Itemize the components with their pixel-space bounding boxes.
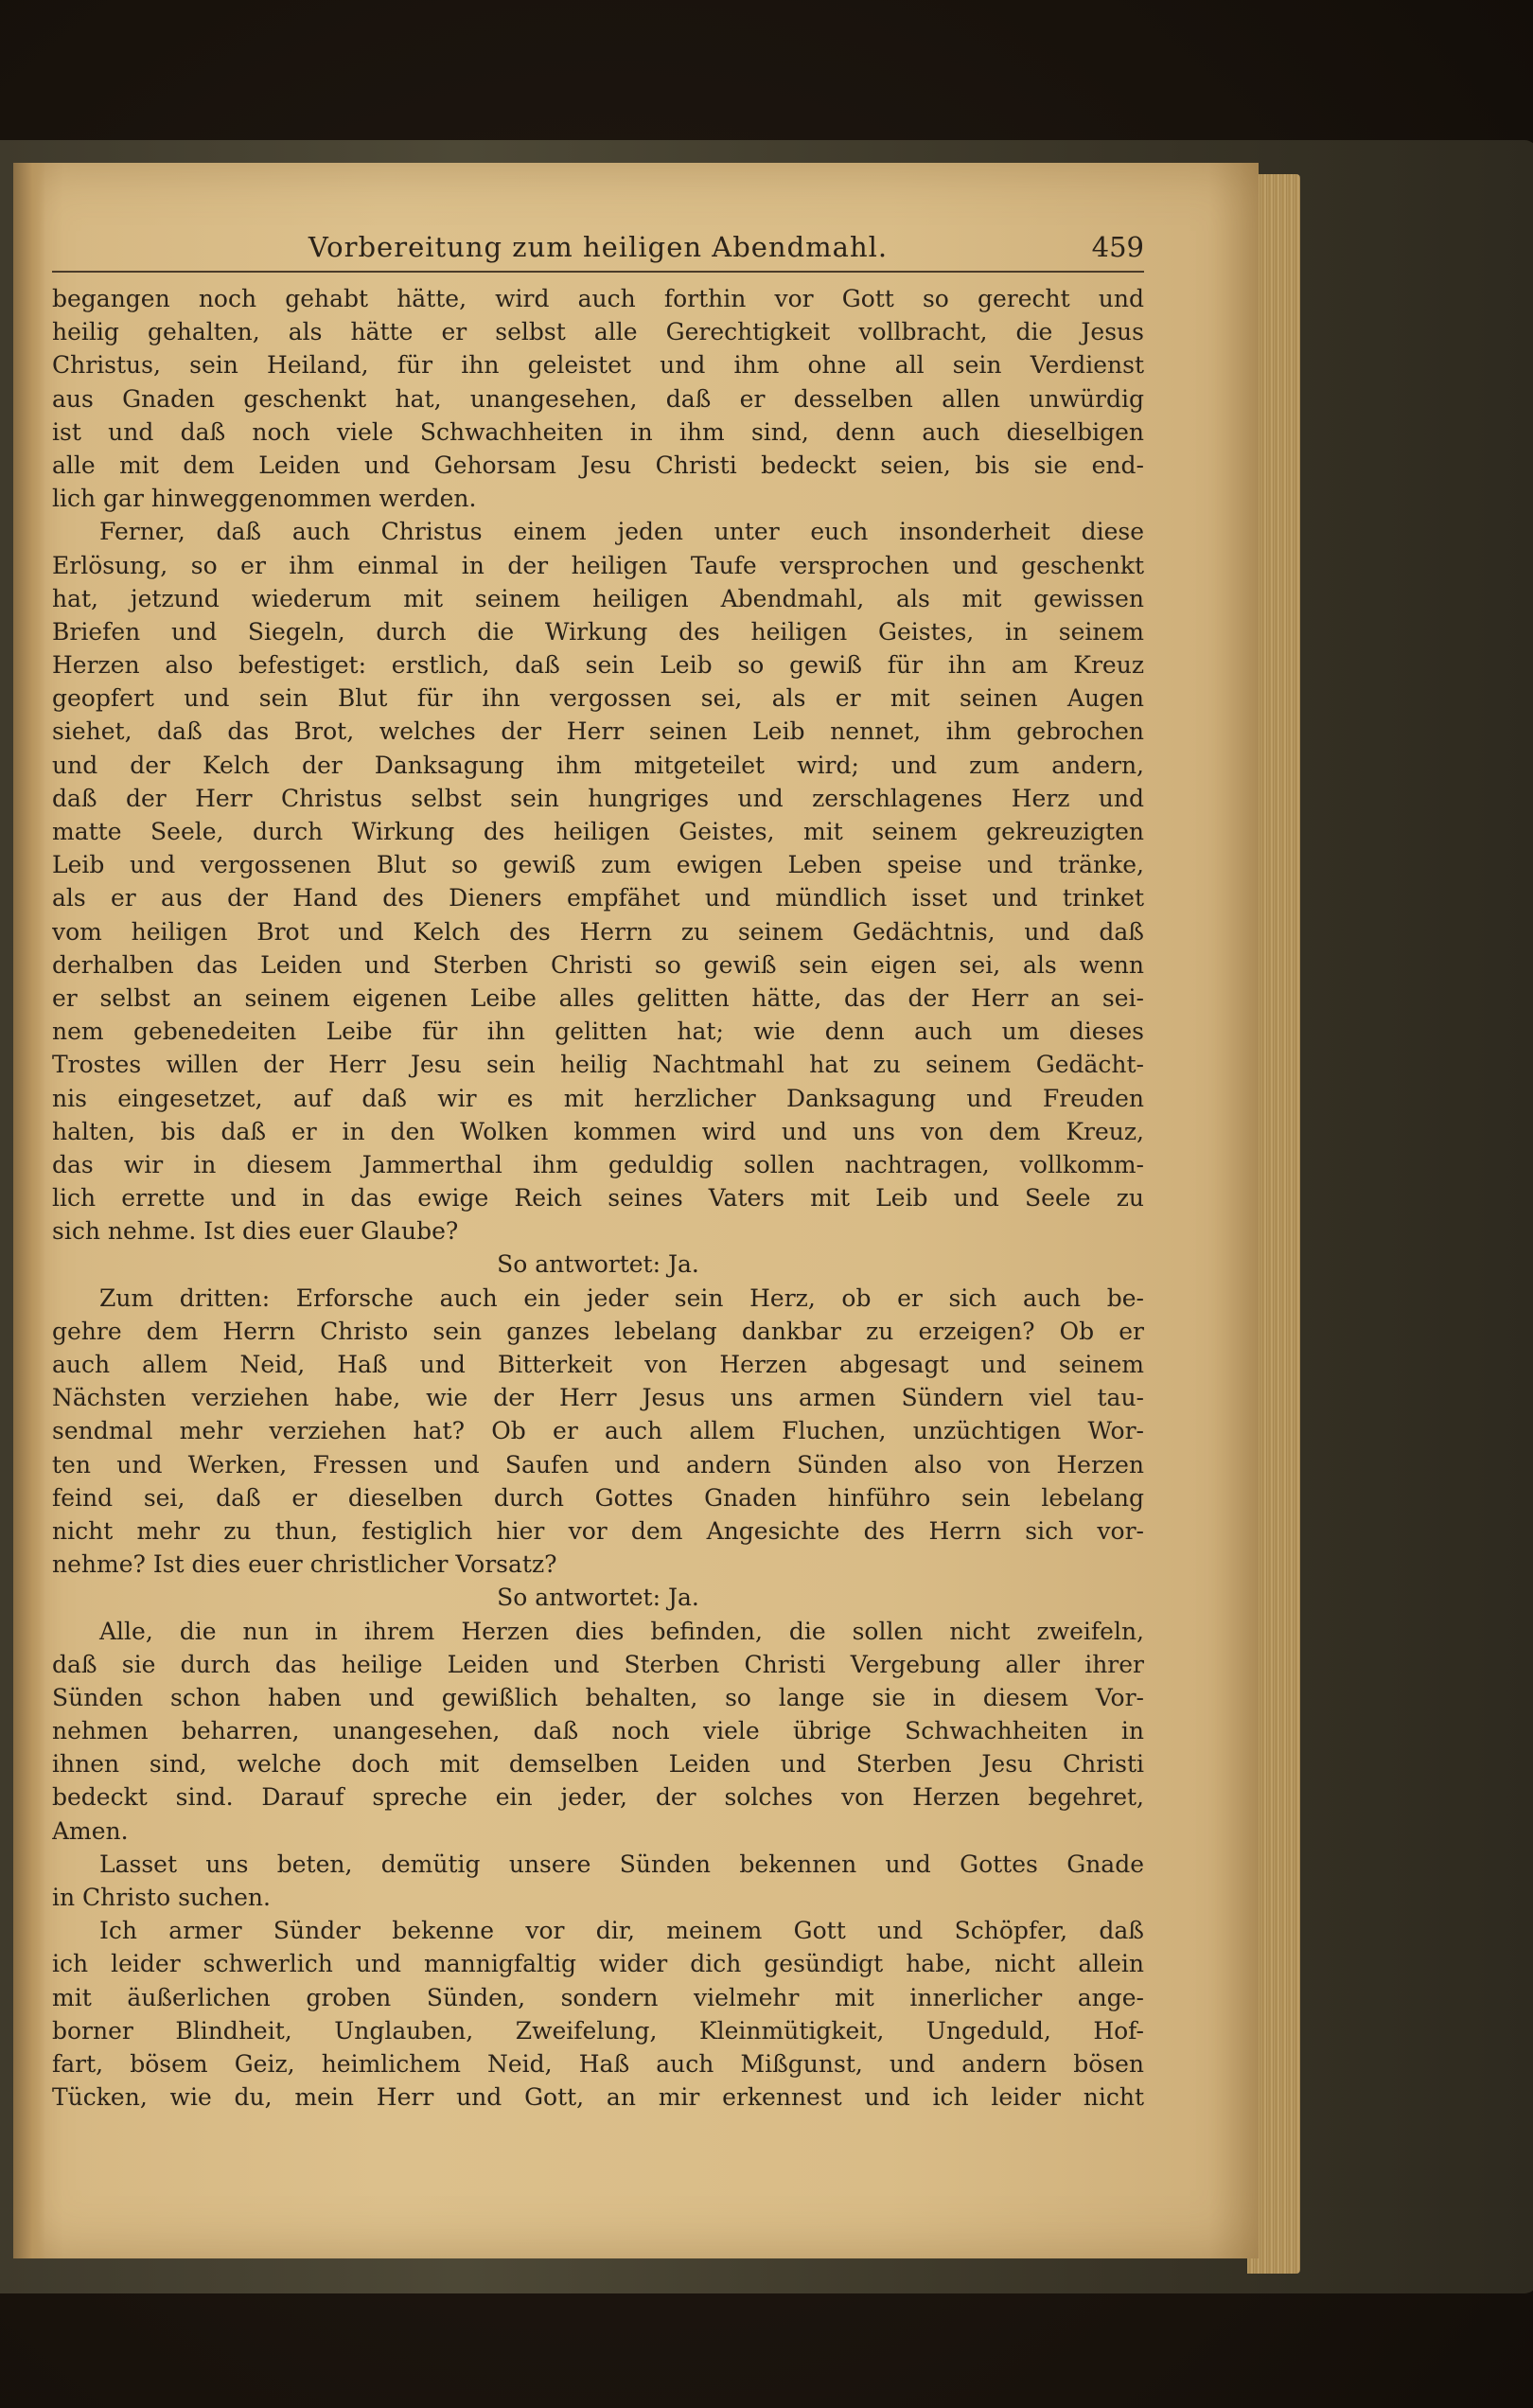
text-line: bedeckt sind. Darauf spreche ein jeder, der solches von Herzen begehret,	[52, 1783, 1144, 1812]
text-line: siehet, daß das Brot, welches der Herr seinen Leib nennet, ihm gebrochen	[52, 717, 1144, 746]
page-gutter	[13, 163, 45, 2258]
text-line: feind sei, daß er dieselben durch Gottes Gnaden hinführo sein lebelang	[52, 1483, 1144, 1512]
text-line: nehme? Ist dies euer christlicher Vorsatz?	[52, 1550, 557, 1579]
text-line: Leib und vergossenen Blut so gewiß zum ewigen Leben speise und tränke,	[52, 851, 1144, 879]
text-line: er selbst an seinem eigenen Leibe alles gelitten hätte, das der Herr an sei-	[52, 983, 1144, 1012]
text-line: nem gebenedeiten Leibe für ihn gelitten hat; wie denn auch um dieses	[52, 1018, 1144, 1046]
response-line: So antwortet: Ja.	[497, 1584, 699, 1612]
text-line: Herzen also befestiget: erstlich, daß sein Leib so gewiß für ihn am Kreuz	[52, 651, 1144, 680]
text-line: in Christo suchen.	[52, 1884, 271, 1911]
text-line: geopfert und sein Blut für ihn vergossen sei, als er mit seinen Augen	[52, 684, 1144, 713]
page-content	[52, 227, 1144, 2114]
text-line: derhalben das Leiden und Sterben Christi so gewiß sein eigen sei, als wenn	[52, 950, 1144, 979]
text-line: borner Blindheit, Unglauben, Zweifelung, Kleinmütigkeit, Ungeduld, Hof-	[52, 2016, 1144, 2045]
text-line: Alle, die nun in ihrem Herzen dies befinden, die sollen nicht zweifeln,	[99, 1617, 1144, 1645]
text-line: nis eingesetzet, auf daß wir es mit herzlicher Danksagung und Freuden	[52, 1084, 1144, 1112]
text-line: und der Kelch der Danksagung ihm mitgeteilet wird; und zum andern,	[52, 751, 1144, 779]
text-line: sich nehme. Ist dies euer Glaube?	[52, 1217, 459, 1246]
text-line: halten, bis daß er in den Wolken kommen wird und uns von dem Kreuz,	[52, 1117, 1144, 1145]
page-number: 459	[1091, 231, 1144, 263]
text-line: ten und Werken, Fressen und Saufen und andern Sünden also von Herzen	[52, 1450, 1144, 1478]
text-line: lich gar hinweggenommen werden.	[52, 485, 477, 513]
text-line: aus Gnaden geschenkt hat, unangesehen, daß er desselben allen unwürdig	[52, 384, 1144, 413]
text-line: Zum dritten: Erforsche auch ein jeder sein Herz, ob er sich auch be-	[99, 1284, 1144, 1312]
text-line: heilig gehalten, als hätte er selbst alle Gerechtigkeit vollbracht, die Jesus	[52, 318, 1144, 346]
text-line: hat, jetzund wiederum mit seinem heiligen Abendmahl, als mit gewissen	[52, 584, 1144, 612]
text-line: daß der Herr Christus selbst sein hungriges und zerschlagenes Herz und	[52, 784, 1144, 812]
text-line: mit äußerlichen groben Sünden, sondern vielmehr mit innerlicher ange-	[52, 1983, 1144, 2011]
text-line: daß sie durch das heilige Leiden und Sterben Christi Vergebung aller ihrer	[52, 1650, 1144, 1678]
text-line: ihnen sind, welche doch mit demselben Leiden und Sterben Jesu Christi	[52, 1750, 1144, 1779]
text-line: Amen.	[52, 1816, 129, 1845]
text-line: nehmen beharren, unangesehen, daß noch viele übrige Schwachheiten in	[52, 1717, 1144, 1745]
text-line: begangen noch gehabt hätte, wird auch forthin vor Gott so gerecht und	[52, 285, 1144, 312]
text-line: Nächsten verziehen habe, wie der Herr Jesus uns armen Sündern viel tau-	[52, 1384, 1144, 1412]
text-line: vom heiligen Brot und Kelch des Herrn zu seinem Gedächtnis, und daß	[52, 917, 1144, 946]
text-line: Trostes willen der Herr Jesu sein heilig Nachtmahl hat zu seinem Gedächt-	[52, 1051, 1144, 1079]
page-title: Vorbereitung zum heiligen Abendmahl.	[308, 231, 889, 263]
running-header	[52, 227, 1144, 273]
text-line: lich errette und in das ewige Reich seines Vaters mit Leib und Seele zu	[52, 1184, 1144, 1213]
text-line: Christus, sein Heiland, für ihn geleistet und ihm ohne all sein Verdienst	[52, 351, 1144, 380]
text-line: Ich armer Sünder bekenne vor dir, meinem Gott und Schöpfer, daß	[99, 1917, 1144, 1945]
text-line: Briefen und Siegeln, durch die Wirkung des heiligen Geistes, in seinem	[52, 617, 1144, 646]
book-page	[13, 163, 1259, 2258]
text-line: gehre dem Herrn Christo sein ganzes lebelang dankbar zu erzeigen? Ob er	[52, 1317, 1144, 1345]
text-line: Ferner, daß auch Christus einem jeden unter euch insonderheit diese	[99, 518, 1144, 546]
text-line: als er aus der Hand des Dieners empfähet und mündlich isset und trinket	[52, 884, 1144, 912]
text-line: alle mit dem Leiden und Gehorsam Jesu Christi bedeckt seien, bis sie end-	[52, 451, 1144, 479]
text-line: ich leider schwerlich und mannigfaltig wider dich gesündigt habe, nicht allein	[52, 1950, 1144, 1978]
text-line: Erlösung, so er ihm einmal in der heiligen Taufe versprochen und geschenkt	[52, 551, 1144, 579]
text-line: nicht mehr zu thun, festiglich hier vor dem Angesichte des Herrn sich vor-	[52, 1516, 1144, 1545]
text-line: auch allem Neid, Haß und Bitterkeit von Herzen abgesagt und seinem	[52, 1351, 1144, 1378]
text-line: matte Seele, durch Wirkung des heiligen Geistes, mit seinem gekreuzigten	[52, 818, 1144, 845]
response-line: So antwortet: Ja.	[497, 1250, 699, 1279]
text-line: ist und daß noch viele Schwachheiten in ihm sind, denn auch dieselbigen	[52, 417, 1144, 446]
text-line: fart, bösem Geiz, heimlichem Neid, Haß auch Mißgunst, und andern bösen	[52, 2049, 1144, 2078]
text-line: Tücken, wie du, mein Herr und Gott, an mir erkennest und ich leider nicht	[52, 2083, 1144, 2112]
text-line: Lasset uns beten, demütig unsere Sünden bekennen und Gottes Gnade	[99, 1850, 1144, 1878]
text-line: sendmal mehr verziehen hat? Ob er auch allem Fluchen, unzüchtigen Wor-	[52, 1417, 1144, 1445]
text-line: das wir in diesem Jammerthal ihm geduldig sollen nachtragen, vollkomm-	[52, 1150, 1144, 1178]
text-line: Sünden schon haben und gewißlich behalten, so lange sie in diesem Vor-	[52, 1683, 1144, 1711]
body-text	[52, 282, 1144, 2114]
